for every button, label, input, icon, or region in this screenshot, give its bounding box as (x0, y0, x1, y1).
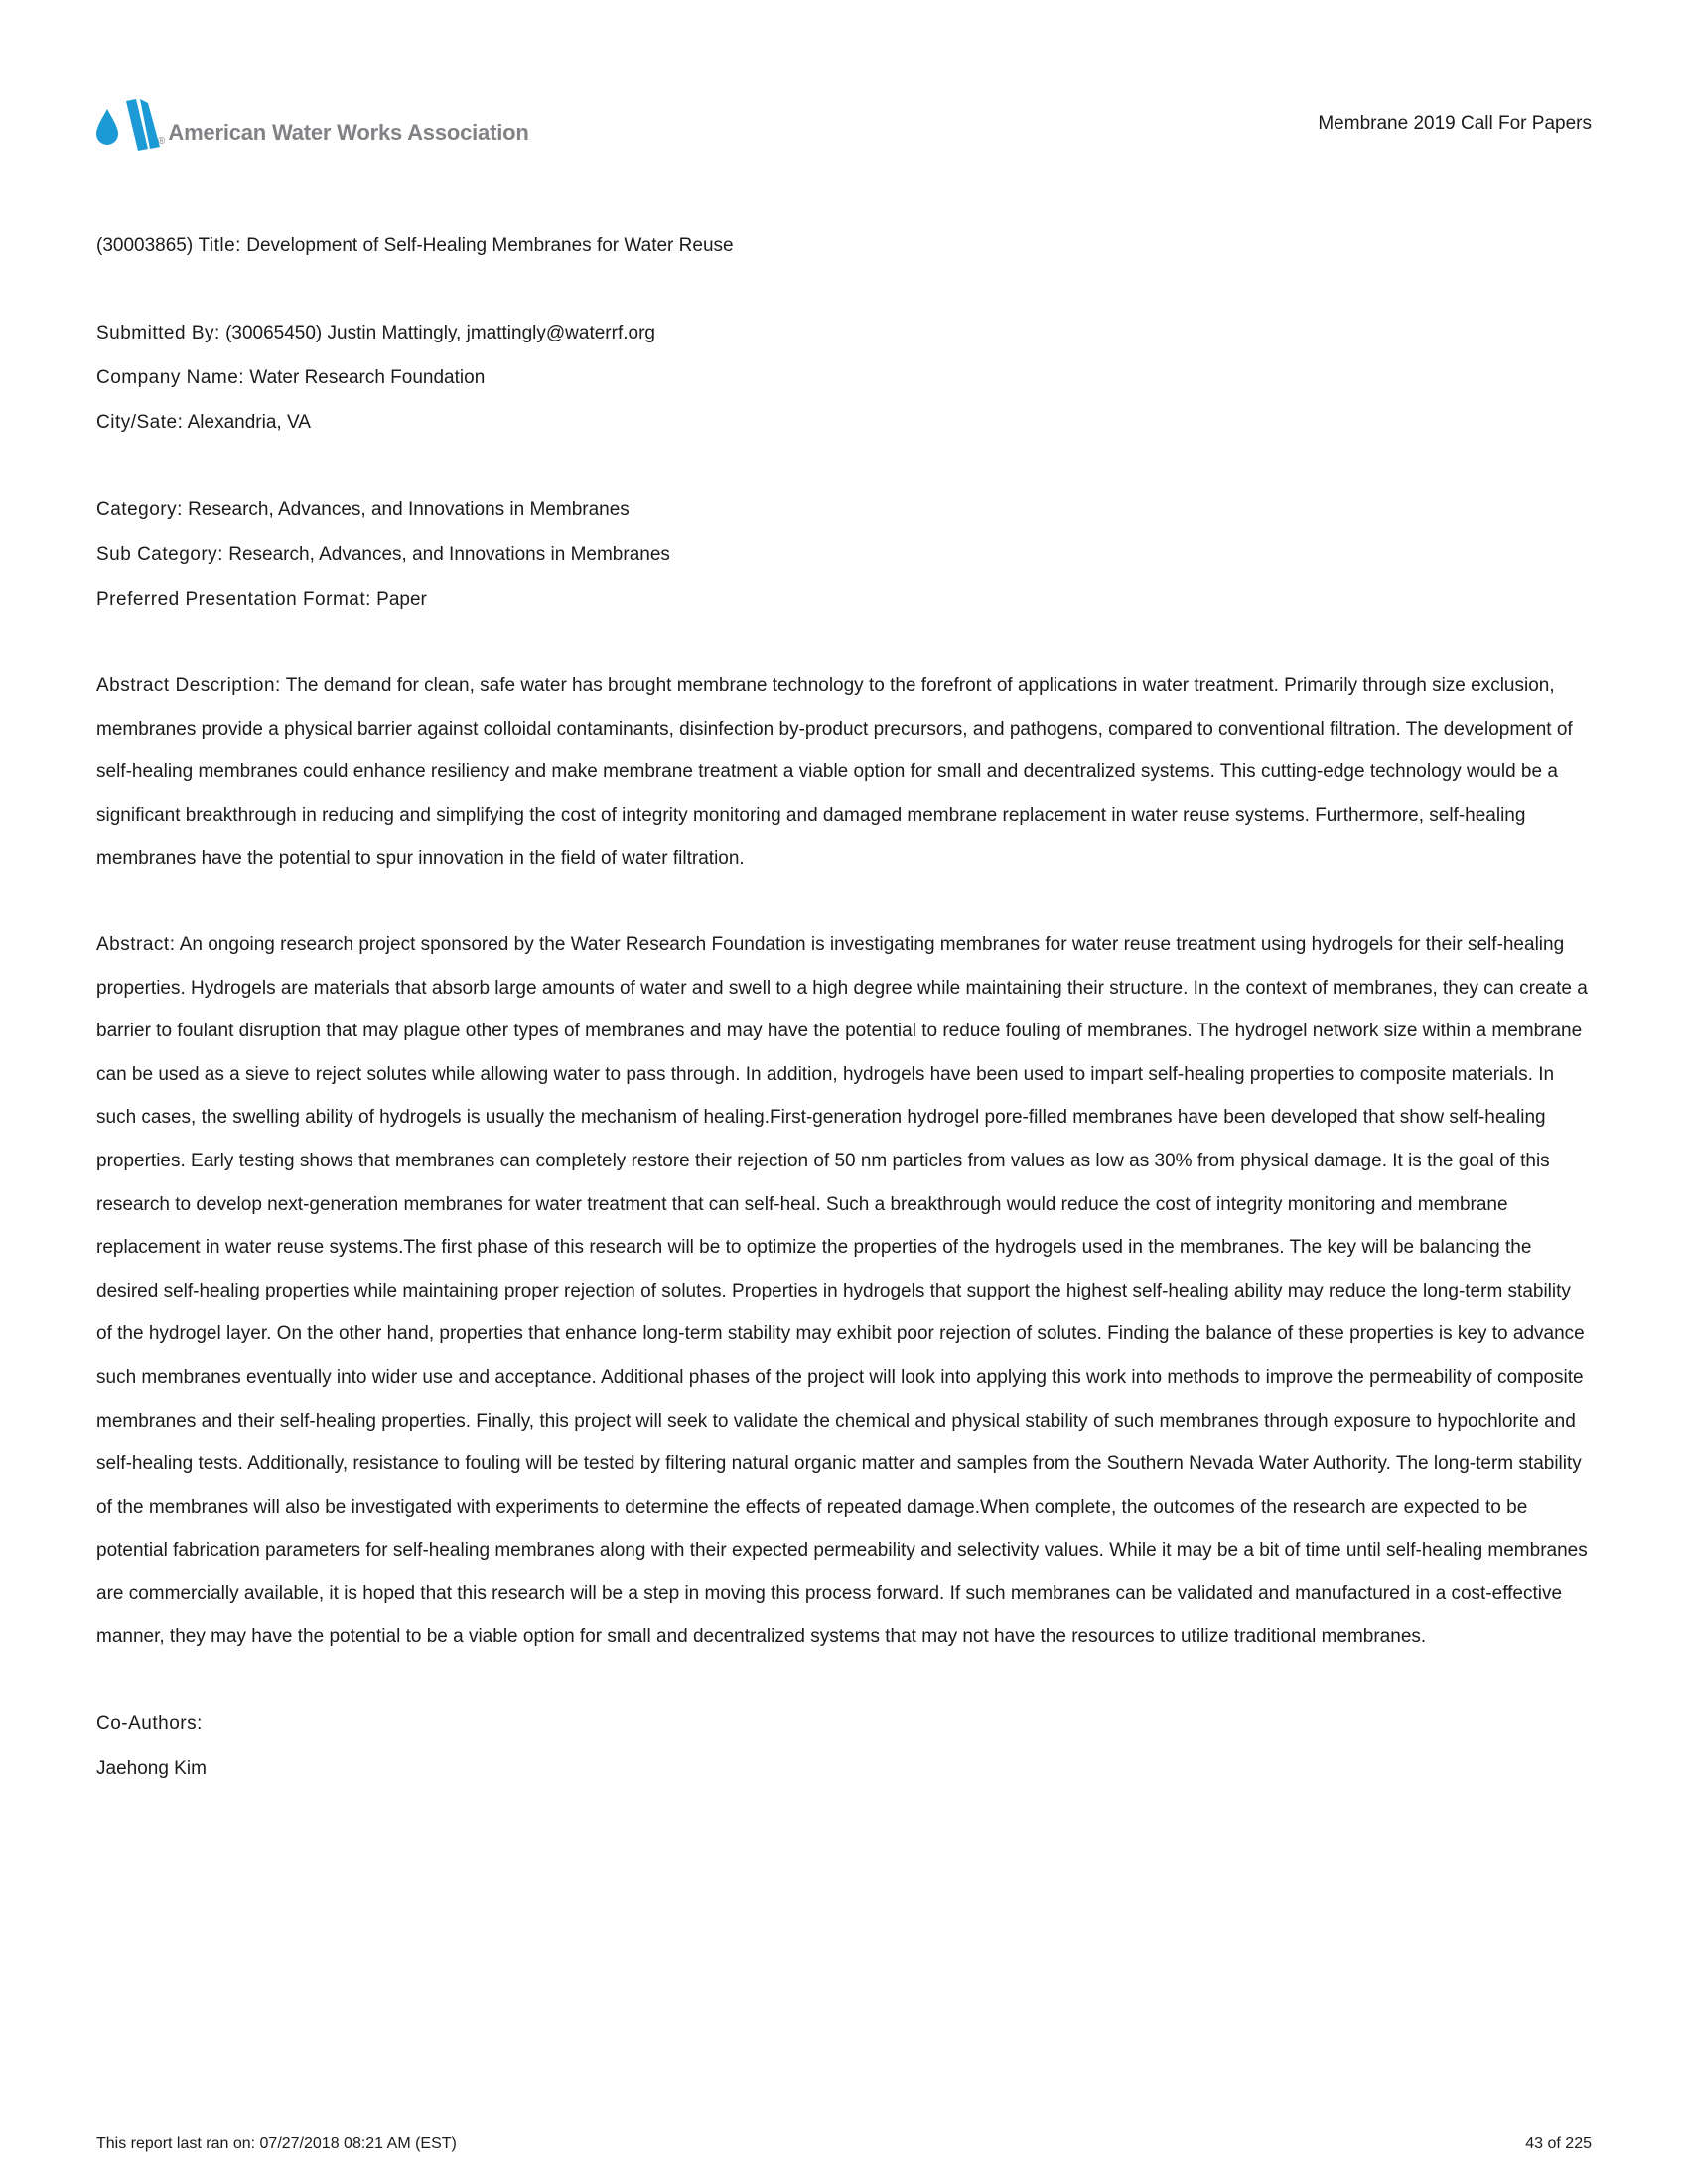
footer (96, 2134, 1592, 2154)
submitter-group (96, 311, 1592, 445)
category-group (96, 487, 1592, 621)
page-header (96, 99, 1592, 151)
field-value: Water Research Foundation (249, 367, 486, 388)
awwa-logo-icon (96, 99, 162, 151)
field-label: Preferred Presentation Format: (96, 589, 371, 610)
submission-report (96, 223, 1592, 1791)
field-company-name (96, 355, 1592, 400)
field-value: Paper (376, 589, 427, 610)
registered-trademark: ® (158, 136, 166, 147)
field-value: Research, Advances, and Innovations in Membranes (228, 544, 670, 565)
report-title: Membrane 2019 Call For Papers (1318, 113, 1592, 134)
field-label: Abstract: (96, 933, 176, 955)
awwa-logo (96, 99, 529, 151)
awwa-logo-text: American Water Works Association (168, 120, 529, 145)
submission-id: (30003865) (96, 235, 194, 256)
field-title (96, 223, 1592, 268)
field-preferred-format (96, 577, 1592, 621)
footer-page-number: 43 of 225 (1525, 2135, 1592, 2152)
field-label: Category: (96, 499, 183, 520)
field-label: Title: (198, 235, 241, 256)
field-label: Company Name: (96, 367, 245, 388)
field-value: (30065450) Justin Mattingly, jmattingly@waterrf.org (225, 323, 655, 343)
field-city-state (96, 400, 1592, 445)
co-authors-label: Co-Authors: (96, 1713, 203, 1735)
field-sub-category (96, 532, 1592, 577)
field-label: Submitted By: (96, 323, 220, 343)
water-drop-icon (96, 109, 118, 145)
abstract-text: An ongoing research project sponsored by the Water Research Foundation is investigating membranes for water reuse treatment using hydrogels for their self-healing properties. Hydrogels are materials that absorb large amounts of water and swell to a high degree while maintaining their structure. In the context of membranes, they can create a barrier to foulant disruption that may plague other types of membranes and may have the potential to reduce fouling of membranes. The hydrogel network size within a membrane can be used as a sieve to reject solutes while allowing water to pass through. In addition, hydrogels have been used to impart self-healing properties to composite materials. In such cases, the swelling ability of hydrogels is usually the mechanism of healing.First-generation hydrogel pore-filled membranes have been developed that show self-healing properties. Early testing shows that membranes can completely restore their rejection of 50 nm particles from values as low as 30% from physical damage. It is the goal of this research to develop next-generation membranes for water treatment that can self-heal. Such a breakthrough would reduce the cost of integrity monitoring and membrane replacement in water reuse systems.The first phase of this research will be to optimize the properties of the hydrogels used in the membranes. The key will be balancing the desired self-healing properties while maintaining proper rejection of solutes. Properties in hydrogels that support the highest self-healing ability may reduce the long-term stability of the hydrogel layer. On the other hand, properties that enhance long-term stability may exhibit poor rejection of solutes. Finding the balance of these properties is key to advance such membranes eventually into wider use and acceptance. Additional phases of the project will look into applying this work into methods to improve the permeability of composite membranes and their self-healing properties. Finally, this project will seek to validate the chemical and physical stability of such membranes through exposure to hypochlorite and self-healing tests. Additionally, resistance to fouling will be tested by filtering natural organic matter and samples from the Southern Nevada Water Authority. The long-term stability of the membranes will also be investigated with experiments to determine the effects of repeated damage.When complete, the outcomes of the research are expected to be potential fabrication parameters for self-healing membranes along with their expected permeability and selectivity values. While it may be a bit of time until self-healing membranes are commercially available, it is hoped that this research will be a step in moving this process forward. If such membranes can be validated and manufactured in a cost-effective manner, they may have the potential to be a viable option for small and decentralized systems that may not have the resources to utilize traditional membranes. (96, 933, 1588, 1648)
field-value: Development of Self-Healing Membranes for Water Reuse (246, 235, 734, 256)
abstract-description-text: The demand for clean, safe water has brought membrane technology to the forefront of applications in water treatment. Primarily through size exclusion, membranes provide a physical barrier against colloidal contaminants, disinfection by-product precursors, and pathogens, compared to conventional filtration. The development of self-healing membranes could enhance resiliency and make membrane treatment a viable option for small and decentralized systems. This cutting-edge technology would be a significant breakthrough in reducing and simplifying the cost of integrity monitoring and damaged membrane replacement in water reuse systems. Furthermore, self-healing membranes have the potential to spur innovation in the field of water filtration. (96, 675, 1573, 870)
field-value: Alexandria, VA (187, 412, 311, 433)
field-label: City/Sate: (96, 412, 184, 433)
co-authors-group (96, 1702, 1592, 1791)
field-label: Sub Category: (96, 544, 223, 565)
co-author-name: Jaehong Kim (96, 1758, 207, 1780)
field-label: Abstract Description: (96, 675, 281, 696)
abstract-paragraph (96, 923, 1592, 1659)
footer-last-ran: This report last ran on: 07/27/2018 08:21 AM (EST) (96, 2135, 457, 2152)
field-category (96, 487, 1592, 532)
abstract-description-paragraph (96, 664, 1592, 881)
field-submitted-by (96, 311, 1592, 355)
field-value: Research, Advances, and Innovations in Membranes (188, 499, 630, 520)
